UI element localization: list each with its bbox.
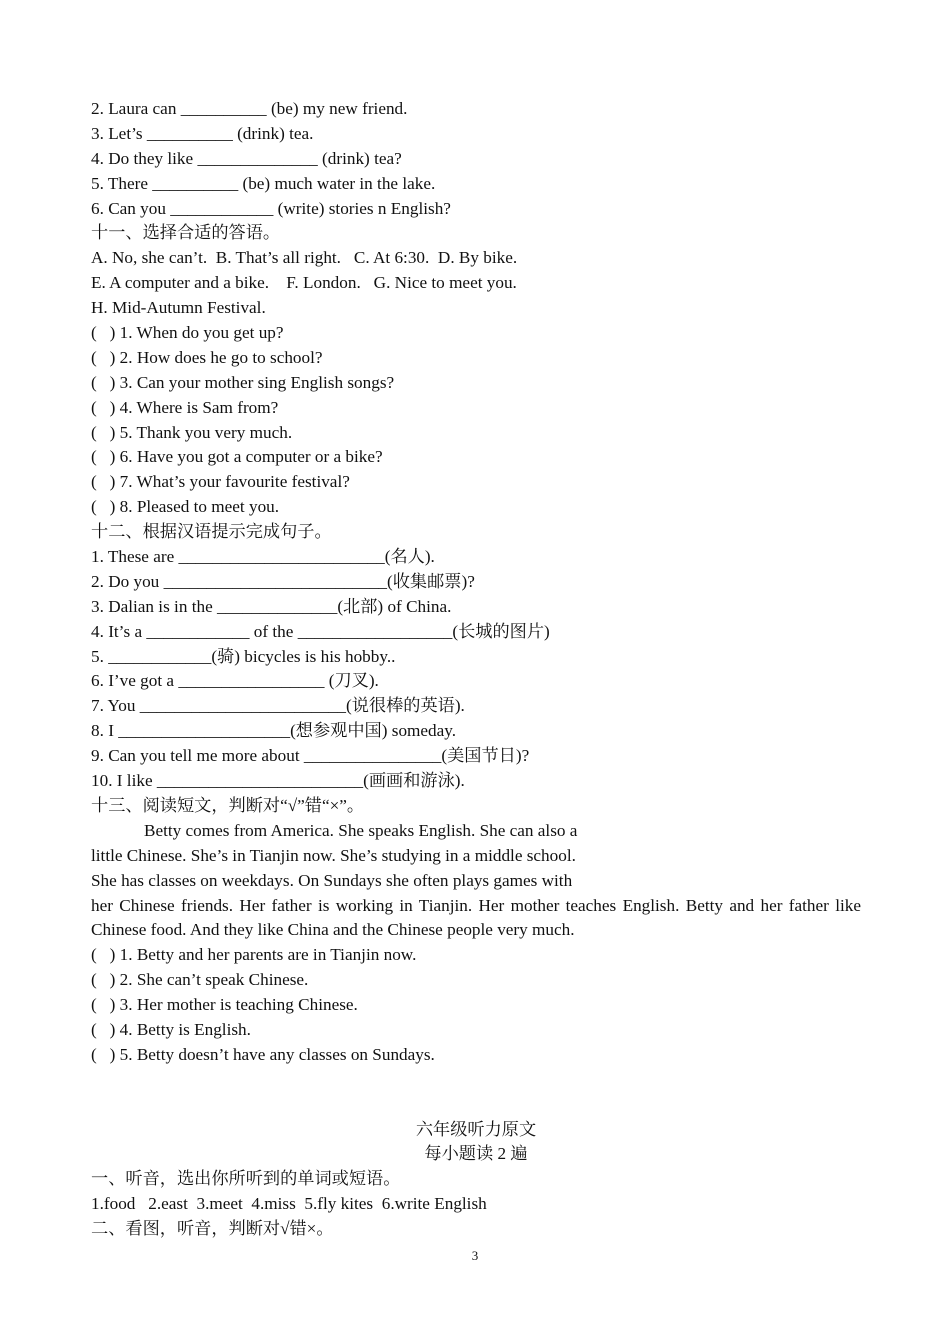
reading-section	[91, 794, 861, 1068]
exercise-item: 6. I’ve got a _________________ (刀叉).	[91, 671, 379, 691]
answer-options: E. A computer and a bike. F. London. G. Nice to meet you.	[91, 273, 517, 293]
question-item: ( ) 4. Where is Sam from?	[91, 397, 279, 417]
question-item: ( ) 5. Betty doesn’t have any classes on Sundays.	[91, 1044, 435, 1064]
answer-options: A. No, she can’t. B. That’s all right. C. At 6:30. D. By bike.	[91, 248, 518, 268]
exercise-item: 7. You ________________________(说很棒的英语).	[91, 696, 465, 716]
page-number: 3	[471, 1248, 479, 1263]
choose-answer-section	[91, 221, 861, 520]
exercise-item: 3. Let’s __________ (drink) tea.	[91, 123, 314, 143]
passage-line: Betty comes from America. She speaks English. She can also a	[144, 820, 578, 840]
section-heading: 十三、阅读短文，判断对“√”错“×”。	[91, 795, 365, 815]
exercise-item: 2. Do you __________________________(收集邮票)?	[91, 571, 475, 591]
listening-word-list: 1.food 2.east 3.meet 4.miss 5.fly kites 6.write English	[91, 1194, 487, 1214]
exercise-item: 5. There __________ (be) much water in the lake.	[91, 173, 436, 193]
listening-title: 六年级听力原文	[415, 1119, 537, 1139]
question-item: ( ) 1. When do you get up?	[91, 323, 284, 343]
question-item: ( ) 3. Her mother is teaching Chinese.	[91, 995, 358, 1015]
exercise-item: 2. Laura can __________ (be) my new friend.	[91, 99, 408, 118]
section-heading: 一、听音，选出你所听到的单词或短语。	[91, 1169, 401, 1189]
exercise-item: 8. I ____________________(想参观中国) someday.	[91, 721, 457, 741]
answer-options: H. Mid-Autumn Festival.	[91, 298, 266, 318]
section-gap	[91, 1068, 861, 1118]
section-heading: 十一、选择合适的答语。	[91, 223, 281, 243]
question-item: ( ) 7. What’s your favourite festival?	[91, 472, 350, 492]
exercise-item: 4. It’s a ____________ of the __________________(长城的图片)	[91, 621, 550, 641]
question-item: ( ) 8. Pleased to meet you.	[91, 497, 280, 517]
question-item: ( ) 1. Betty and her parents are in Tianjin now.	[91, 945, 417, 965]
question-item: ( ) 6. Have you got a computer or a bike?	[91, 447, 383, 467]
passage-line: little Chinese. She’s in Tianjin now. She’s studying in a middle school.	[91, 845, 576, 865]
question-item: ( ) 4. Betty is English.	[91, 1019, 251, 1039]
passage-line: She has classes on weekdays. On Sundays she often plays games with	[91, 870, 573, 890]
listening-subtitle: 每小题读 2 遍	[424, 1144, 528, 1164]
exercise-item: 6. Can you ____________ (write) stories n English?	[91, 198, 451, 218]
exercise-item: 3. Dalian is in the ______________(北部) of China.	[91, 596, 452, 616]
section-heading: 十二、根据汉语提示完成句子。	[91, 522, 332, 542]
complete-sentences-section	[91, 520, 861, 794]
exercise-item: 5. ____________(骑) bicycles is his hobby..	[91, 646, 396, 666]
listening-script-section	[91, 1118, 861, 1242]
question-item: ( ) 2. She can’t speak Chinese.	[91, 970, 309, 990]
exercise-item: 9. Can you tell me more about ________________(美国节日)?	[91, 746, 530, 766]
exercise-item: 1. These are ________________________(名人).	[91, 547, 435, 567]
question-item: ( ) 2. How does he go to school?	[91, 347, 323, 367]
exercise-item: 10. I like ________________________(画画和游泳).	[91, 771, 465, 791]
exercise-item: 4. Do they like ______________ (drink) tea?	[91, 148, 402, 168]
question-item: ( ) 5. Thank you very much.	[91, 422, 293, 442]
passage-paragraph: her Chinese friends. Her father is working in Tianjin. Her mother teaches English. Betty and her father like Chinese food. And they like China and the Chinese people very much.	[91, 895, 861, 940]
fill-in-verb-exercise	[91, 97, 861, 221]
worksheet-page	[91, 97, 861, 1242]
question-item: ( ) 3. Can your mother sing English songs?	[91, 372, 395, 392]
section-heading: 二、看图，听音，判断对√错×。	[91, 1219, 334, 1239]
